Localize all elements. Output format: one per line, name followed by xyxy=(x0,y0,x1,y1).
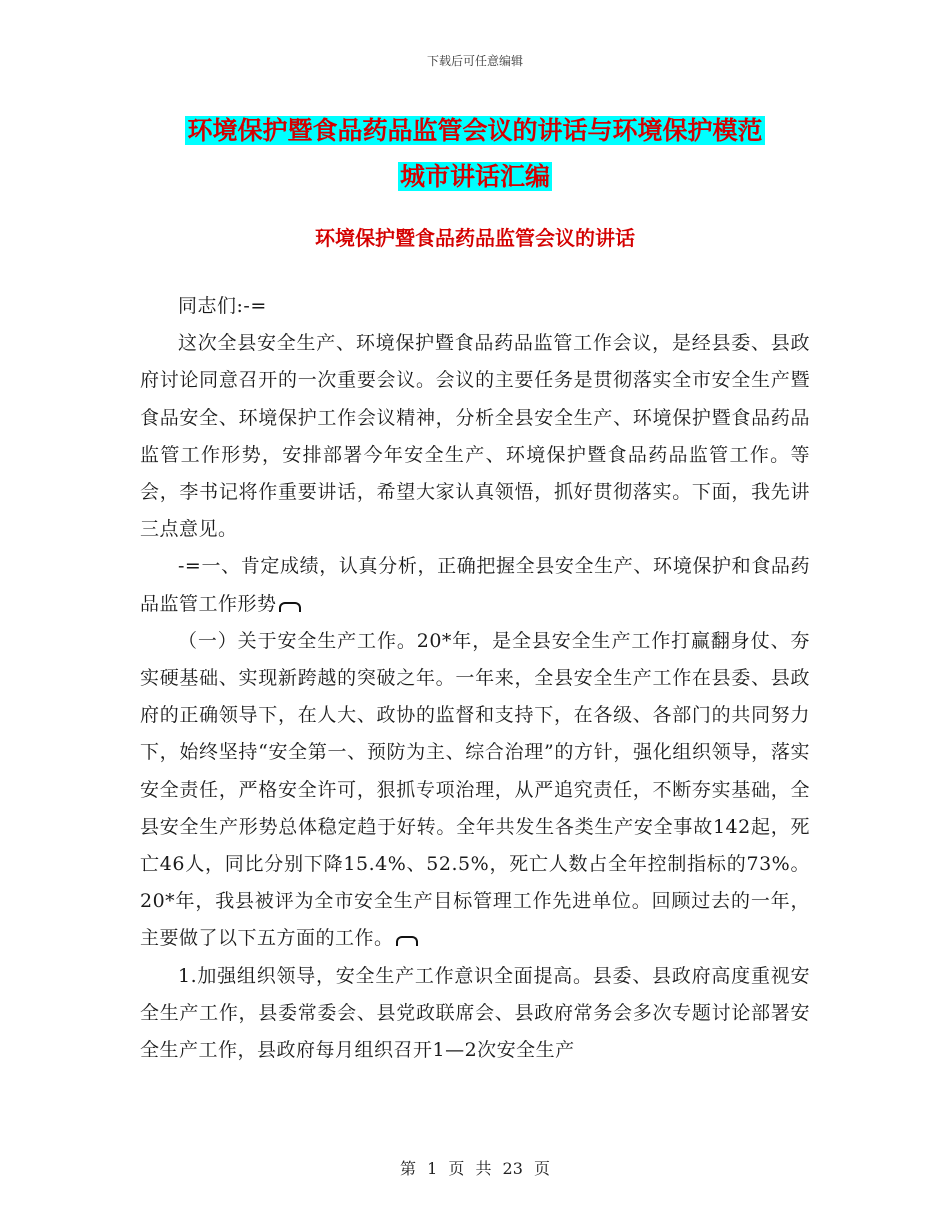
paragraph-text: 同志们:-= xyxy=(178,295,267,317)
paragraph-text: -=一、肯定成绩，认真分析，正确把握全县安全生产、环境保护和食品药品监管工作形势 xyxy=(140,555,810,615)
paragraph-text: （一）关于安全生产工作。20*年，是全县安全生产工作打赢翻身仗、夯实硬基础、实现新跨越的突破之年。一年来，全县安全生产工作在县委、县政府的正确领导下，在人大、政协的监督和支持下，在各级、各部门的共同努力下，始终坚持“安全第一、预防为主、综合治理”的方针，强化组织领导，落实安全责任，严格安全许可，狠抓专项治理，从严追究责任，不断夯实基础，全县安全生产形势总体稳定趋于好转。全年共发生各类生产安全事故142起，死亡46人，同比分别下降15.4%、52.5%，死亡人数占全年控制指标的73%。20*年，我县被评为全市安全生产目标管理工作先进单位。回顾过去的一年，主要做了以下五方面的工作。 xyxy=(140,629,810,950)
header-note: 下载后可任意编辑 xyxy=(426,54,523,68)
document-title-line1: 环境保护暨食品药品监管会议的讲话与环境保护模范 xyxy=(187,116,763,145)
item-paragraph xyxy=(140,958,810,1070)
salutation-paragraph xyxy=(140,288,810,325)
document-title xyxy=(140,108,810,200)
intro-paragraph xyxy=(140,325,810,548)
section-title: 环境保护暨食品药品监管会议的讲话 xyxy=(315,226,635,250)
page-footer: 第 1 页 共 23 页 xyxy=(400,1159,550,1178)
paragraph-mark-icon xyxy=(279,602,301,612)
heading-paragraph xyxy=(140,548,810,622)
document-title-line2: 城市讲话汇编 xyxy=(399,162,550,191)
paragraph-text: 1.加强组织领导，安全生产工作意识全面提高。县委、县政府高度重视安全生产工作，县委常委会、县党政联席会、县政府常务会多次专题讨论部署安全生产工作，县政府每月组织召开1—2次安全生产 xyxy=(140,964,810,1062)
safety-paragraph xyxy=(140,623,810,958)
document-body xyxy=(140,288,810,1069)
paragraph-mark-icon xyxy=(396,936,418,946)
paragraph-text: 这次全县安全生产、环境保护暨食品药品监管工作会议，是经县委、县政府讨论同意召开的一次重要会议。会议的主要任务是贯彻落实全市安全生产暨食品安全、环境保护工作会议精神，分析全县安全生产、环境保护暨食品药品监管工作形势，安排部署今年安全生产、环境保护暨食品药品监管工作。等会，李书记将作重要讲话，希望大家认真领悟，抓好贯彻落实。下面，我先讲三点意见。 xyxy=(140,332,810,541)
